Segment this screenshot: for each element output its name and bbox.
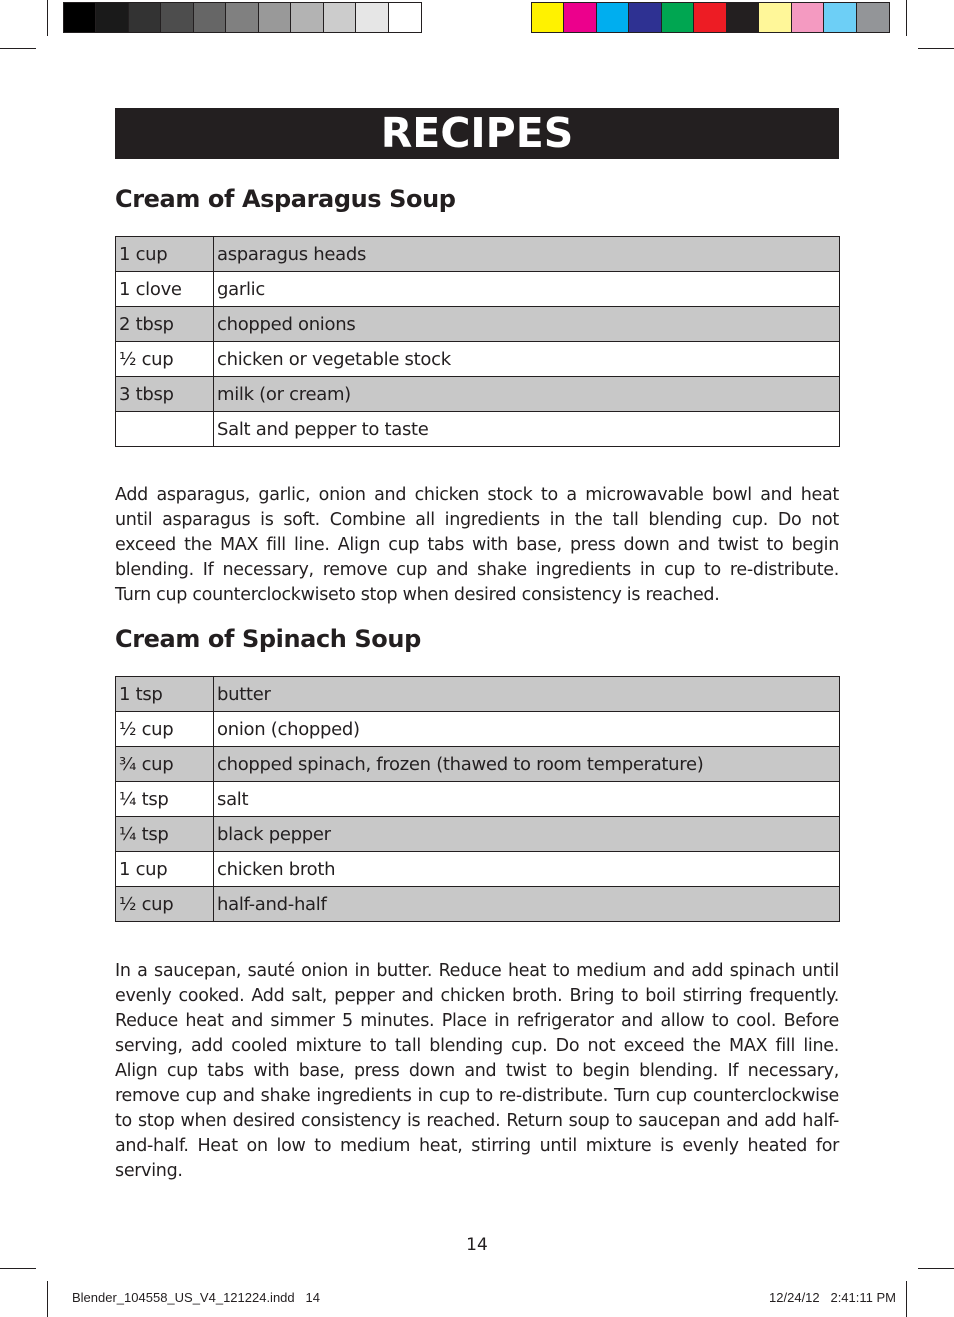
ingredient-quantity: 1 cup bbox=[116, 237, 214, 272]
ingredient-item: chicken broth bbox=[214, 852, 840, 887]
crop-mark bbox=[0, 48, 36, 49]
grayscale-swatch bbox=[324, 3, 356, 32]
ingredient-quantity: 3 tbsp bbox=[116, 377, 214, 412]
grayscale-swatch bbox=[226, 3, 258, 32]
page-title: RECIPES bbox=[115, 108, 839, 159]
table-row bbox=[116, 342, 840, 377]
ingredient-item: chopped spinach, frozen (thawed to room temperature) bbox=[214, 747, 840, 782]
table-row bbox=[116, 782, 840, 817]
ingredient-item: milk (or cream) bbox=[214, 377, 840, 412]
ingredient-quantity: ½ cup bbox=[116, 712, 214, 747]
ingredient-item: half-and-half bbox=[214, 887, 840, 922]
table-row bbox=[116, 712, 840, 747]
grayscale-swatch bbox=[129, 3, 161, 32]
grayscale-swatch bbox=[96, 3, 128, 32]
ingredient-quantity: ½ cup bbox=[116, 342, 214, 377]
ingredient-item: chopped onions bbox=[214, 307, 840, 342]
grayscale-swatch bbox=[356, 3, 388, 32]
ingredients-table bbox=[115, 236, 840, 447]
ingredient-quantity: ½ cup bbox=[116, 887, 214, 922]
ingredient-item: black pepper bbox=[214, 817, 840, 852]
table-row bbox=[116, 412, 840, 447]
grayscale-swatch bbox=[64, 3, 96, 32]
ingredient-quantity: ¼ tsp bbox=[116, 782, 214, 817]
grayscale-swatch bbox=[161, 3, 193, 32]
grayscale-bar bbox=[63, 2, 422, 33]
footer-timestamp: 12/24/12 2:41:11 PM bbox=[769, 1290, 896, 1305]
color-swatch bbox=[857, 3, 889, 32]
table-row bbox=[116, 237, 840, 272]
crop-mark bbox=[47, 1281, 48, 1317]
recipe-title: Cream of Spinach Soup bbox=[115, 625, 421, 653]
color-swatch bbox=[532, 3, 564, 32]
grayscale-swatch bbox=[291, 3, 323, 32]
crop-mark bbox=[918, 1268, 954, 1269]
table-row bbox=[116, 272, 840, 307]
ingredient-quantity bbox=[116, 412, 214, 447]
ingredient-item: asparagus heads bbox=[214, 237, 840, 272]
color-swatch bbox=[694, 3, 726, 32]
color-swatch bbox=[792, 3, 824, 32]
ingredient-item: garlic bbox=[214, 272, 840, 307]
table-row bbox=[116, 852, 840, 887]
grayscale-swatch bbox=[259, 3, 291, 32]
ingredients-table bbox=[115, 676, 840, 922]
color-swatch bbox=[727, 3, 759, 32]
crop-mark bbox=[0, 1268, 36, 1269]
color-swatch bbox=[759, 3, 791, 32]
recipe-directions: Add asparagus, garlic, onion and chicken stock to a microwavable bowl and heat until asparagus is soft. Combine all ingredients in the tall blending cup. Do not exceed the MAX fill line. Align cup tabs with base, press down and twist to begin blending. If necessary, remove cup and shake ingredients in cup to re-distribute. Turn cup counterclockwiseto stop when desired consistency is reached. bbox=[115, 485, 839, 605]
crop-mark bbox=[906, 0, 907, 36]
color-swatch bbox=[629, 3, 661, 32]
ingredient-quantity: 1 tsp bbox=[116, 677, 214, 712]
ingredient-quantity: ¼ tsp bbox=[116, 817, 214, 852]
table-row bbox=[116, 307, 840, 342]
crop-mark bbox=[918, 48, 954, 49]
recipe-directions: In a saucepan, sauté onion in butter. Reduce heat to medium and add spinach until evenly cooked. Add salt, pepper and chicken broth. Bring to boil stirring frequently. Reduce heat and simmer 5 minutes. Place in refrigerator and allow to cool. Before serving, add cooled mixture to tall blending cup. Do not exceed the MAX fill line. Align cup tabs with base, press down and twist to begin blending. If necessary, remove cup and shake ingredients in cup to re-distribute. Turn cup counterclockwise to stop when desired consistency is reached. Return soup to saucepan and add half-and-half. Heat on low to medium heat, stirring until mixture is evenly heated for serving. bbox=[115, 961, 839, 1181]
grayscale-swatch bbox=[194, 3, 226, 32]
ingredient-item: chicken or vegetable stock bbox=[214, 342, 840, 377]
color-swatch bbox=[597, 3, 629, 32]
ingredient-quantity: 2 tbsp bbox=[116, 307, 214, 342]
table-row bbox=[116, 817, 840, 852]
recipe-title: Cream of Asparagus Soup bbox=[115, 185, 456, 213]
ingredient-item: butter bbox=[214, 677, 840, 712]
page-number: 14 bbox=[466, 1235, 488, 1255]
color-swatch bbox=[824, 3, 856, 32]
table-row bbox=[116, 377, 840, 412]
color-bar bbox=[531, 2, 890, 33]
crop-mark bbox=[906, 1281, 907, 1317]
color-swatch bbox=[662, 3, 694, 32]
crop-mark bbox=[47, 0, 48, 36]
table-row bbox=[116, 887, 840, 922]
ingredient-quantity: 1 clove bbox=[116, 272, 214, 307]
ingredient-quantity: 1 cup bbox=[116, 852, 214, 887]
footer-filename: Blender_104558_US_V4_121224.indd 14 bbox=[72, 1290, 320, 1305]
table-row bbox=[116, 747, 840, 782]
ingredient-item: onion (chopped) bbox=[214, 712, 840, 747]
ingredient-item: salt bbox=[214, 782, 840, 817]
ingredient-quantity: ¾ cup bbox=[116, 747, 214, 782]
color-swatch bbox=[564, 3, 596, 32]
table-row bbox=[116, 677, 840, 712]
grayscale-swatch bbox=[389, 3, 421, 32]
ingredient-item: Salt and pepper to taste bbox=[214, 412, 840, 447]
